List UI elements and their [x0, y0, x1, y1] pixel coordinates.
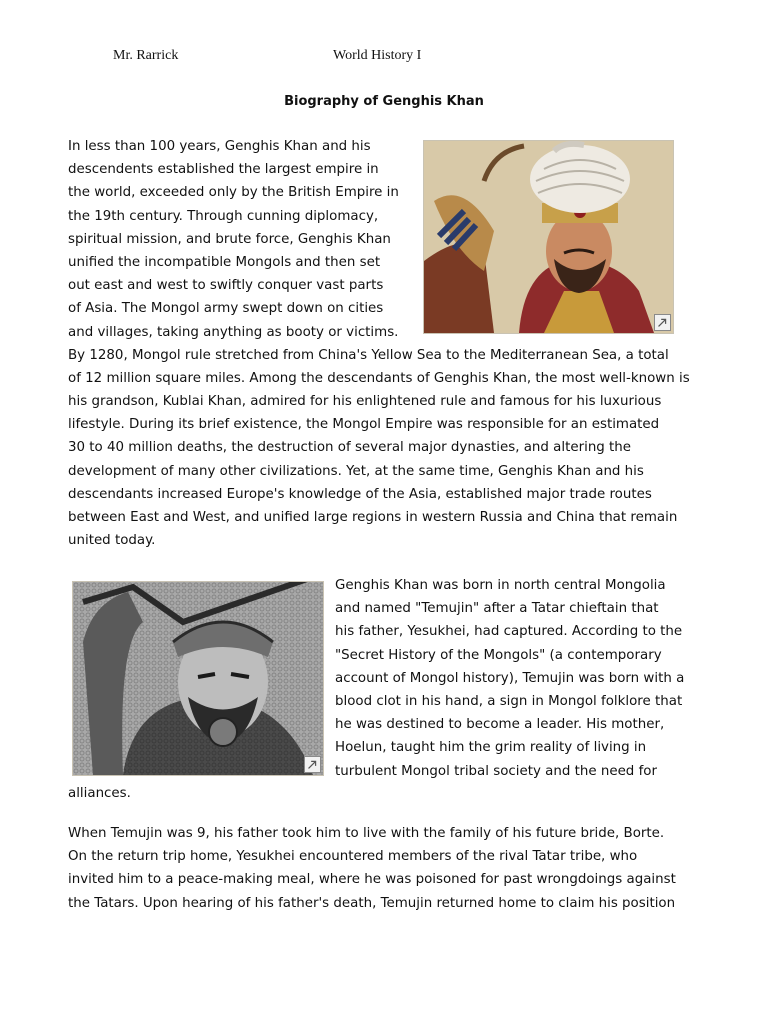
portrait-illustration [73, 582, 323, 775]
text-line: development of many other civilizations. Yet, at the same time, Genghis Khan and his [68, 463, 644, 479]
text-line: Hoelun, taught him the grim reality of living in [335, 740, 647, 756]
text-line: On the return trip home, Yesukhei encountered members of the rival Tatar tribe, who [68, 849, 638, 865]
text-line: When Temujin was 9, his father took him to live with the family of his future bride, Borte. [68, 826, 665, 841]
text-line: By 1280, Mongol rule stretched from China's Yellow Sea to the Mediterranean Sea, a total [68, 347, 669, 363]
paragraph-3 [68, 822, 676, 915]
text-line: Genghis Khan was born in north central Mongolia [335, 578, 666, 593]
expand-icon[interactable] [304, 756, 321, 773]
text-line: out east and west to swiftly conquer vast parts [68, 278, 384, 294]
text-line: of Asia. The Mongol army swept down on cities [68, 301, 384, 317]
text-line: turbulent Mongol tribal society and the need for [335, 763, 657, 779]
text-line: unified the incompatible Mongols and then set [68, 254, 381, 270]
text-line: alliances. [68, 786, 131, 801]
expand-arrow-icon [655, 315, 670, 330]
text-line: the 19th century. Through cunning diplomacy, [68, 208, 379, 224]
text-line: descendents established the largest empire in [68, 162, 379, 178]
expand-arrow-icon [305, 757, 320, 772]
paragraph-2-end [68, 782, 131, 805]
teacher-name: Mr. Rarrick [113, 48, 179, 63]
text-line: account of Mongol history), Temujin was born with a [335, 670, 685, 686]
text-line: lifestyle. During its brief existence, the Mongol Empire was responsible for an estimated [68, 417, 660, 433]
text-line: his grandson, Kublai Khan, admired for his enlightened rule and famous for his luxurious [68, 394, 662, 410]
text-line: invited him to a peace-making meal, where he was poisoned for past wrongdoings against [68, 872, 676, 888]
text-line: and villages, taking anything as booty or victims. [68, 324, 399, 340]
text-line: 30 to 40 million deaths, the destruction of several major dynasties, and altering the [68, 440, 632, 456]
page-header [0, 48, 768, 68]
text-line: spiritual mission, and brute force, Genghis Khan [68, 231, 391, 247]
text-line: the world, exceeded only by the British Empire in [68, 185, 399, 201]
text-line: and named "Temujin" after a Tatar chieftain that [335, 601, 659, 617]
text-line: the Tatars. Upon hearing of his father's death, Temujin returned home to claim his position [68, 895, 676, 911]
genghis-khan-portrait-turban[interactable] [423, 140, 674, 334]
genghis-khan-portrait-warrior[interactable] [72, 581, 324, 776]
text-line: descendants increased Europe's knowledge of the Asia, established major trade routes [68, 486, 652, 502]
text-line: blood clot in his hand, a sign in Mongol folklore that [335, 693, 683, 709]
expand-icon[interactable] [654, 314, 671, 331]
text-line: "Secret History of the Mongols" (a contemporary [335, 647, 662, 663]
text-line: united today. [68, 533, 156, 549]
portrait-illustration [424, 141, 673, 333]
text-line: he was destined to become a leader. His mother, [335, 717, 665, 733]
text-line: his father, Yesukhei, had captured. According to the [335, 624, 683, 640]
text-line: In less than 100 years, Genghis Khan and his [68, 139, 371, 154]
course-name: World History I [333, 48, 422, 63]
text-line: of 12 million square miles. Among the descendants of Genghis Khan, the most well-known is [68, 370, 690, 386]
document-title: Biography of Genghis Khan [284, 94, 484, 109]
text-line: between East and West, and unified large regions in western Russia and China that remain [68, 510, 678, 525]
paragraph-2 [335, 574, 684, 783]
